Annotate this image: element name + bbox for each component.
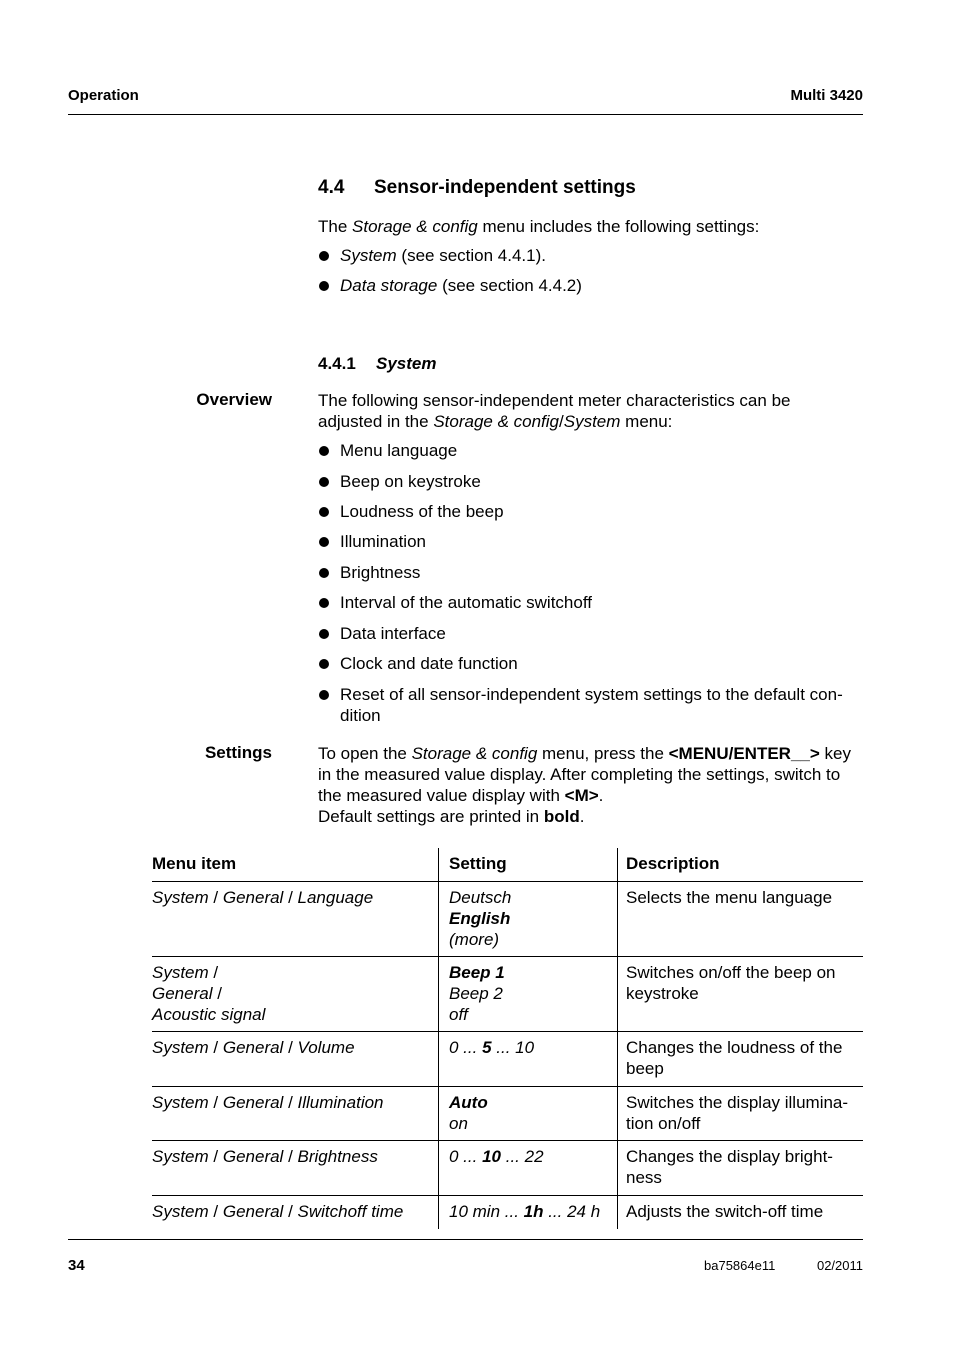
table-row xyxy=(152,1087,863,1141)
setting-cell: 0 ... 10 ... 22 xyxy=(439,1141,618,1196)
bullet-menu-name: Data storage xyxy=(340,276,438,295)
description-cell: Changes the display bright- ness xyxy=(618,1141,864,1196)
menu-item-cell: System / General / Brightness xyxy=(152,1141,439,1196)
feature-bullet xyxy=(318,471,481,492)
settings-text: key xyxy=(819,744,851,763)
bullet-reference: (see section 4.4.2) xyxy=(437,276,582,295)
feature-text: Beep on keystroke xyxy=(340,472,481,491)
overview-label: Overview xyxy=(196,390,272,409)
feature-text: Brightness xyxy=(340,563,421,582)
intro-text-end: menu includes the following settings: xyxy=(477,217,760,236)
overview-text-end: menu: xyxy=(620,412,673,431)
feature-text: Data interface xyxy=(340,624,446,643)
feature-bullet xyxy=(318,562,420,583)
section-title: Sensor-independent settings xyxy=(374,177,636,198)
setting-cell: 0 ... 5 ... 10 xyxy=(439,1032,618,1087)
menu-item-cell: System / General / Language xyxy=(152,882,439,957)
intro-text: The xyxy=(318,217,353,236)
feature-text: Illumination xyxy=(340,532,426,551)
menu-item-cell: System / General / Switchoff time xyxy=(152,1202,404,1221)
overview-text: adjusted in the xyxy=(318,412,434,431)
table-row xyxy=(152,1032,863,1087)
column-header-setting: Setting xyxy=(439,848,618,882)
bold-word: bold xyxy=(543,807,580,826)
feature-bullet xyxy=(318,653,518,674)
bullet-icon xyxy=(319,568,329,578)
bullet-icon xyxy=(319,598,329,608)
column-header-menu-item: Menu item xyxy=(152,848,439,882)
page-number: 34 xyxy=(68,1257,85,1274)
settings-text: . xyxy=(598,786,604,805)
settings-text: Default settings are printed in xyxy=(318,807,544,826)
settings-text: menu, press the xyxy=(537,744,669,763)
section-heading xyxy=(318,177,636,199)
menu-enter-key: <MENU/ENTER__> xyxy=(668,744,820,763)
overview-separator: / xyxy=(559,412,564,431)
feature-text: Interval of the automatic switchoff xyxy=(340,593,592,612)
column-header-description: Description xyxy=(618,848,864,882)
overview-paragraph xyxy=(318,390,790,432)
setting-cell: Auto on xyxy=(439,1087,618,1141)
document-date: 02/2011 xyxy=(816,1258,863,1273)
table-row xyxy=(152,957,863,1032)
section-number: 4.4 xyxy=(318,177,345,198)
table-row xyxy=(152,1196,863,1229)
setting-cell: Beep 1 Beep 2 off xyxy=(439,957,618,1032)
bullet-icon xyxy=(319,659,329,669)
table-row xyxy=(152,1141,863,1196)
bullet-menu-name: System xyxy=(340,246,397,265)
bullet-icon xyxy=(319,537,329,547)
header-rule xyxy=(68,114,863,115)
feature-bullet xyxy=(318,684,843,726)
intro-paragraph xyxy=(318,216,759,237)
menu-item-cell: System / General / Volume xyxy=(152,1032,439,1087)
footer-rule xyxy=(68,1239,863,1240)
bullet-reference: (see section 4.4.1). xyxy=(396,246,546,265)
description-cell: Selects the menu language xyxy=(618,882,864,957)
settings-text: To open the xyxy=(318,744,412,763)
header-section-title: Operation xyxy=(68,87,139,104)
intro-bullet xyxy=(318,275,582,296)
feature-text: Reset of all sensor-independent system settings to the default con- xyxy=(340,685,843,704)
intro-bullet xyxy=(318,245,546,266)
settings-line: in the measured value display. After completing the settings, switch to xyxy=(318,765,841,784)
feature-text: Clock and date function xyxy=(340,654,518,673)
settings-text: . xyxy=(579,807,585,826)
description-cell: Adjusts the switch-off time xyxy=(618,1196,864,1229)
feature-bullet xyxy=(318,623,446,644)
menu-item-cell: System / General / Acoustic signal xyxy=(152,957,439,1032)
overview-line: The following sensor-independent meter characteristics can be xyxy=(318,391,791,410)
menu-item-cell: System / General / Illumination xyxy=(152,1087,439,1141)
subsection-heading xyxy=(318,354,437,374)
feature-text: Menu language xyxy=(340,441,458,460)
feature-bullet xyxy=(318,531,426,552)
bullet-icon xyxy=(319,690,329,700)
bullet-icon xyxy=(319,629,329,639)
settings-table xyxy=(152,848,863,1229)
subsection-number: 4.4.1 xyxy=(318,354,356,373)
table-header-row xyxy=(152,848,863,882)
document-code: ba75864e11 xyxy=(704,1258,776,1273)
setting-cell: 10 min ... 1h ... 24 h xyxy=(439,1196,618,1229)
feature-text: Loudness of the beep xyxy=(340,502,504,521)
feature-bullet xyxy=(318,501,504,522)
subsection-title: System xyxy=(376,354,437,373)
settings-label: Settings xyxy=(204,743,272,762)
description-cell: Changes the loudness of the beep xyxy=(618,1032,864,1087)
intro-menu-name: Storage & config xyxy=(352,217,478,236)
description-cell: Switches the display illumina- tion on/off xyxy=(618,1087,864,1141)
settings-text: the measured value display with xyxy=(318,786,565,805)
header-product-name: Multi 3420 xyxy=(790,87,863,104)
overview-menu-name: Storage & config xyxy=(433,412,560,431)
description-cell: Switches on/off the beep on keystroke xyxy=(618,957,864,1032)
feature-bullet xyxy=(318,440,457,461)
bullet-icon xyxy=(319,446,329,456)
bullet-icon xyxy=(319,477,329,487)
table-row xyxy=(152,882,863,957)
feature-text-continued: dition xyxy=(340,706,381,725)
overview-submenu-name: System xyxy=(563,412,621,431)
bullet-icon xyxy=(319,507,329,517)
m-key: <M> xyxy=(564,786,599,805)
setting-cell: Deutsch English (more) xyxy=(439,882,618,957)
settings-paragraph xyxy=(318,743,851,827)
feature-bullet xyxy=(318,592,592,613)
settings-menu-name: Storage & config xyxy=(411,744,538,763)
bullet-icon xyxy=(319,251,329,261)
bullet-icon xyxy=(319,281,329,291)
